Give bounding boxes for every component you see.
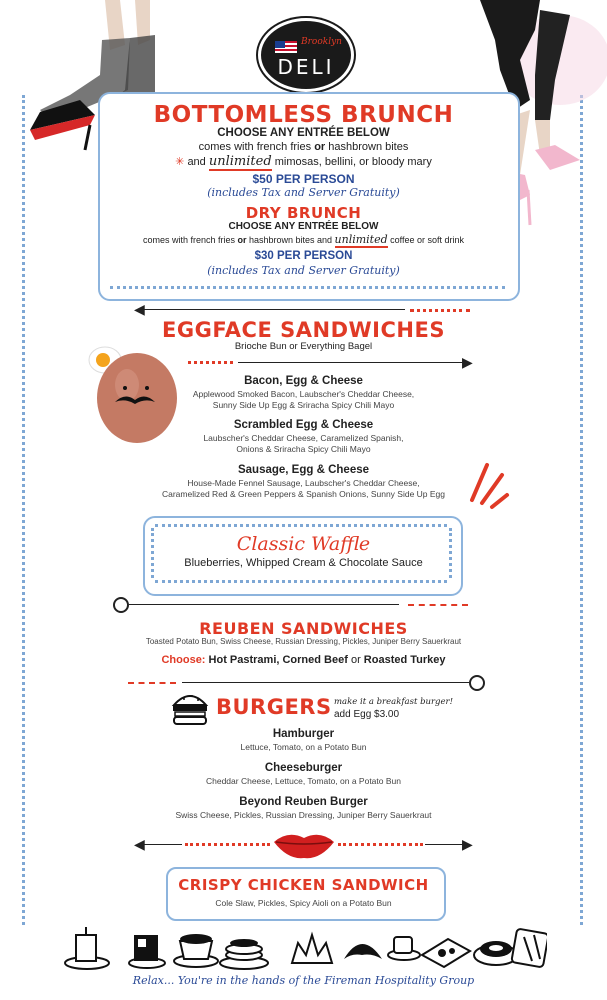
coffee-pot-icon — [65, 927, 109, 969]
burger-item-0-name: Hamburger — [272, 728, 335, 740]
eggface-subtitle: Brioche Bun or Everything Bagel — [234, 341, 373, 352]
eggface-item-0-name: Bacon, Egg & Cheese — [244, 375, 363, 387]
burger-item-0-desc: Lettuce, Tomato, on a Potato Bun — [240, 742, 367, 752]
logo-deli: DELI — [277, 55, 335, 79]
lips-line-right — [425, 844, 465, 845]
eggface-arrow-line — [238, 362, 466, 363]
dry-brunch-title: DRY BRUNCH — [245, 204, 362, 222]
flag-icon — [275, 41, 297, 53]
espresso-icon — [388, 937, 420, 960]
brunch-line1: comes with french fries or hashbrown bites — [198, 141, 409, 153]
plate-icon — [422, 939, 470, 967]
dry-line: comes with french fries or hashbrown bites and unlimited coffee or soft drink — [142, 233, 465, 246]
lips-arrow-left-icon: ◀ — [134, 836, 145, 852]
waffle-desc: Blueberries, Whipped Cream & Chocolate Sauce — [184, 557, 423, 569]
burger-icon — [170, 689, 210, 727]
food-icon-strip — [62, 925, 547, 975]
chicken-title: CRISPY CHICKEN SANDWICH — [178, 876, 429, 894]
footer-tagline: Relax... You're in the hands of the Fireman Hospitality Group — [132, 974, 475, 987]
eggface-item-0-desc1: Applewood Smoked Bacon, Laubscher's Cheddar Cheese, — [192, 389, 415, 399]
burger-item-1-desc: Cheddar Cheese, Lettuce, Tomato, on a Potato Bun — [205, 776, 401, 786]
eggface-item-1-desc2: Onions & Sriracha Spicy Chili Mayo — [236, 444, 371, 454]
reuben-title: REUBEN SANDWICHES — [199, 619, 408, 638]
burgers-red-dash — [128, 682, 176, 684]
deli-logo — [258, 18, 354, 92]
divider-circle-right — [469, 675, 485, 691]
waffle-top-dots — [155, 524, 447, 527]
burgers-add-egg: add Egg $3.00 — [334, 709, 400, 720]
lips-arrow-right-icon: ▶ — [462, 836, 473, 852]
eggface-item-0-desc2: Sunny Side Up Egg & Sriracha Spicy Chili Mayo — [212, 400, 395, 410]
lips-dots-right — [338, 843, 423, 846]
pancakes-icon — [220, 939, 268, 969]
divider-circle-left — [113, 597, 129, 613]
reuben-choose: Choose: Hot Pastrami, Corned Beef or Roasted Turkey — [161, 654, 446, 666]
arrow-right-icon: ▶ — [462, 354, 473, 370]
eggface-item-2-desc2: Caramelized Red & Green Peppers & Spanish Onions, Sunny Side Up Egg — [161, 489, 446, 499]
dry-price-note: (includes Tax and Server Gratuity) — [207, 264, 400, 277]
burgers-note: make it a breakfast burger! — [334, 697, 453, 707]
sparkle-icon: ✳ — [175, 156, 188, 168]
lips-line-left — [142, 844, 182, 845]
reuben-red-dash — [408, 604, 468, 606]
waffle-title: Classic Waffle — [236, 533, 371, 555]
brunch-line2: ✳ and unlimited mimosas, bellini, or bloody mary — [175, 154, 432, 169]
eggface-title: EGGFACE SANDWICHES — [162, 318, 445, 342]
waffle-bottom-dots — [155, 580, 447, 583]
eggface-item-1-desc1: Laubscher's Cheddar Cheese, Caramelized Spanish, — [203, 433, 404, 443]
logo-brooklyn: Brooklyn — [301, 37, 342, 47]
cappuccino-icon — [474, 941, 518, 965]
reuben-divider-line — [129, 604, 399, 605]
arrow-left-icon: ◀ — [134, 301, 145, 317]
lips-dots-left — [185, 843, 270, 846]
burgers-title: BURGERS — [216, 695, 332, 719]
brunch-box-dots — [110, 286, 505, 289]
lips-icon — [272, 830, 336, 860]
splash-icon — [292, 935, 332, 963]
burger-item-2-name: Beyond Reuben Burger — [239, 796, 368, 808]
divider-red-dots — [410, 309, 470, 312]
eggface-item-2-desc1: House-Made Fennel Sausage, Laubscher's Cheddar Cheese, — [187, 478, 420, 488]
dry-price: $30 PER PERSON — [254, 250, 353, 262]
eggface-red-dots — [188, 361, 233, 364]
cutlery-icon — [511, 928, 547, 967]
dry-choose: CHOOSE ANY ENTRÉE BELOW — [228, 221, 379, 232]
bottomless-brunch-title: BOTTOMLESS BRUNCH — [153, 102, 454, 128]
reuben-desc: Toasted Potato Bun, Swiss Cheese, Russian Dressing, Pickles, Juniper Berry Sauerkraut — [145, 637, 462, 646]
latte-icon — [174, 934, 218, 967]
glass-icon — [129, 935, 165, 968]
burger-item-2-desc: Swiss Cheese, Pickles, Russian Dressing, Juniper Berry Sauerkraut — [175, 810, 432, 820]
eggface-item-2-name: Sausage, Egg & Cheese — [237, 464, 370, 476]
divider-arrow-left — [140, 309, 405, 310]
brunch-price: $50 PER PERSON — [252, 172, 355, 186]
chicken-desc: Cole Slaw, Pickles, Spicy Aioli on a Potato Bun — [215, 898, 392, 908]
croissant-icon — [344, 944, 382, 959]
burger-item-1-name: Cheeseburger — [264, 762, 343, 774]
brunch-choose: CHOOSE ANY ENTRÉE BELOW — [217, 127, 390, 139]
eggface-item-1-name: Scrambled Egg & Cheese — [233, 419, 374, 431]
burgers-divider-line — [182, 682, 469, 683]
brunch-price-note: (includes Tax and Server Gratuity) — [207, 186, 400, 199]
waffle-box — [143, 516, 463, 596]
slash-marks-icon — [462, 455, 512, 510]
